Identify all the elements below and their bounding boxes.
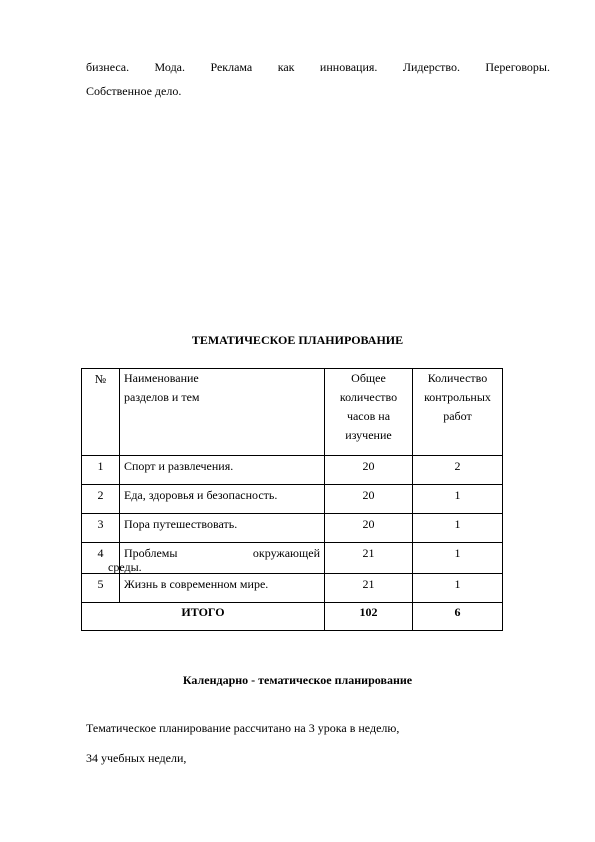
note-line-1: Тематическое планирование рассчитано на 3 урока в неделю, bbox=[86, 721, 400, 735]
row-name-word: Проблемы bbox=[124, 546, 178, 560]
row-tests: 1 bbox=[413, 543, 503, 574]
table-total-row bbox=[82, 603, 503, 631]
header-tests bbox=[413, 369, 503, 456]
row-hours: 21 bbox=[325, 574, 413, 603]
intro-word: как bbox=[277, 60, 295, 74]
row-tests: 1 bbox=[413, 514, 503, 543]
table-header-row bbox=[82, 369, 503, 456]
table-row bbox=[82, 514, 503, 543]
row-num: 3 bbox=[82, 514, 120, 543]
header-name bbox=[120, 369, 325, 456]
header-num: № bbox=[82, 369, 120, 456]
note-line-2: 34 учебных недели, bbox=[86, 751, 187, 765]
intro-line-1 bbox=[86, 60, 550, 74]
row-tests: 1 bbox=[413, 574, 503, 603]
row-name-word: окружающей bbox=[252, 546, 320, 560]
row-hours: 21 bbox=[325, 543, 413, 574]
table-row bbox=[82, 456, 503, 485]
row-hours: 20 bbox=[325, 514, 413, 543]
row-name: Спорт и развлечения. bbox=[120, 456, 325, 485]
row-num: 4 bbox=[82, 543, 120, 574]
total-tests: 6 bbox=[413, 603, 503, 631]
header-hours-text: Общее количество часов на изучение bbox=[339, 371, 398, 442]
row-hours: 20 bbox=[325, 485, 413, 514]
table-row bbox=[82, 574, 503, 603]
intro-word: Реклама bbox=[210, 60, 253, 74]
header-hours bbox=[325, 369, 413, 456]
row-name-line bbox=[124, 545, 320, 561]
total-hours: 102 bbox=[325, 603, 413, 631]
row-num: 2 bbox=[82, 485, 120, 514]
table-row bbox=[82, 543, 503, 574]
header-tests-text: Количество контрольных работ bbox=[424, 371, 491, 423]
intro-word: Переговоры. bbox=[485, 60, 550, 74]
row-num: 5 bbox=[82, 574, 120, 603]
header-name-text: Наименование разделов и тем bbox=[124, 371, 200, 404]
row-tests: 2 bbox=[413, 456, 503, 485]
row-name: Жизнь в современном мире. bbox=[120, 574, 325, 603]
intro-word: инновация. bbox=[319, 60, 378, 74]
row-num: 1 bbox=[82, 456, 120, 485]
row-hours: 20 bbox=[325, 456, 413, 485]
row-tests: 1 bbox=[413, 485, 503, 514]
row-name: Еда, здоровья и безопасность. bbox=[120, 485, 325, 514]
planning-table bbox=[81, 368, 503, 631]
row-name-tail: среды. bbox=[108, 560, 142, 574]
row-name bbox=[108, 543, 325, 574]
intro-word: Лидерство. bbox=[402, 60, 460, 74]
total-label: ИТОГО bbox=[82, 603, 325, 631]
table-row bbox=[82, 485, 503, 514]
calendar-title: Календарно - тематическое планирование bbox=[182, 673, 413, 687]
intro-word: Мода. bbox=[154, 60, 186, 74]
section-title: ТЕМАТИЧЕСКОЕ ПЛАНИРОВАНИЕ bbox=[191, 333, 404, 347]
intro-line-2: Собственное дело. bbox=[86, 84, 182, 98]
intro-word: бизнеса. bbox=[86, 60, 130, 74]
row-name: Пора путешествовать. bbox=[120, 514, 325, 543]
